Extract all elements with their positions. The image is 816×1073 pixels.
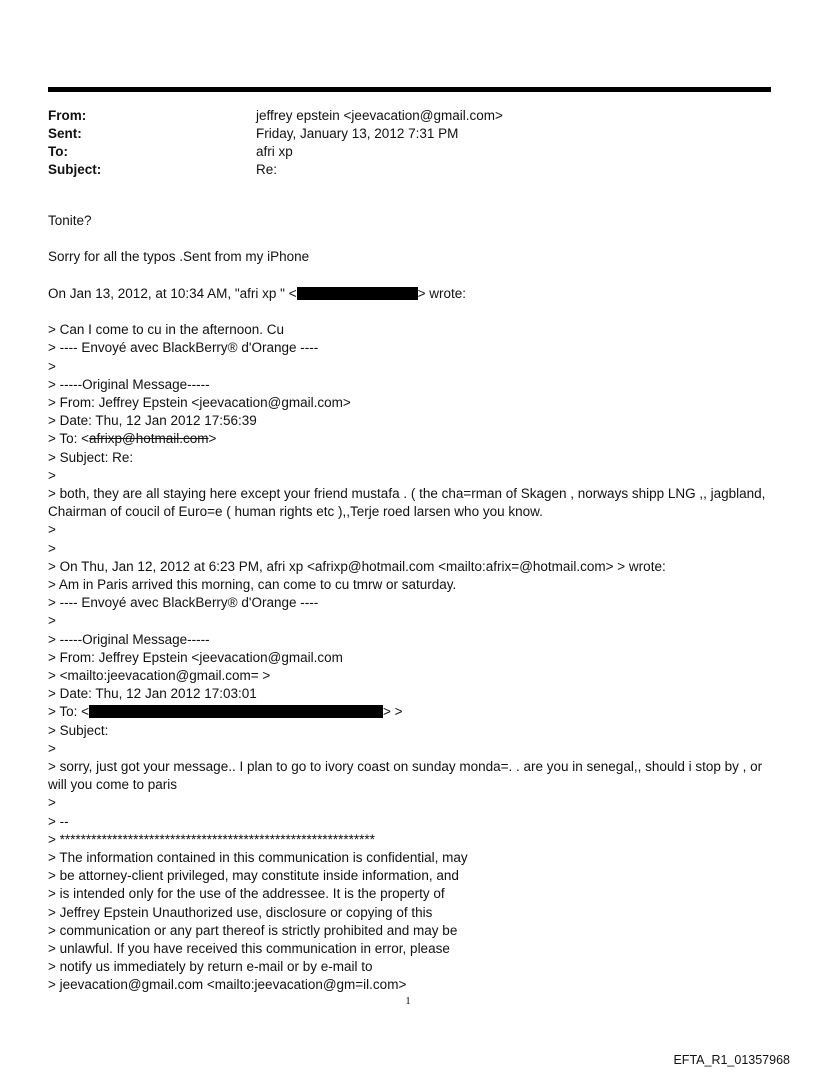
quoted-paragraph: > sorry, just got your message.. I plan to go to ivory coast on sunday monda=. . are you in senegal,, should i stop by , or will you come to paris bbox=[48, 759, 763, 793]
quoted-line: > bbox=[48, 540, 56, 556]
quoted-to-line bbox=[48, 430, 773, 448]
disclaimer-line: > is intended only for the use of the addressee. It is the property of bbox=[48, 886, 445, 902]
quoted-line: > Subject: Re: bbox=[48, 449, 134, 465]
subject-label: Subject: bbox=[48, 162, 102, 177]
sent-value: Friday, January 13, 2012 7:31 PM bbox=[256, 126, 459, 141]
email-body bbox=[48, 212, 773, 995]
quoted-line: > bbox=[48, 467, 56, 483]
quoted-line: > ---- Envoyé avec BlackBerry® d'Orange ---- bbox=[48, 340, 319, 356]
disclaimer-line: > be attorney-client privileged, may constitute inside information, and bbox=[48, 868, 459, 884]
quoted-line: > Am in Paris arrived this morning, can come to cu tmrw or saturday. bbox=[48, 577, 457, 593]
quoted-to-prefix: > To: < bbox=[48, 431, 90, 447]
disclaimer-line: > unlawful. If you have received this communication in error, please bbox=[48, 941, 450, 957]
from-label: From: bbox=[48, 108, 87, 123]
wrote-prefix: On Jan 13, 2012, at 10:34 AM, "afri xp " < bbox=[48, 285, 297, 301]
subject-value: Re: bbox=[256, 162, 278, 177]
separator-line: > ************************************************************ bbox=[48, 831, 375, 847]
quoted-line: > -----Original Message----- bbox=[48, 631, 210, 647]
body-line: Tonite? bbox=[48, 213, 92, 228]
bates-number: EFTA_R1_01357968 bbox=[673, 1053, 790, 1067]
disclaimer-line: > jeevacation@gmail.com <mailto:jeevacation@gm=il.com> bbox=[48, 977, 407, 993]
struck-email: afrixp@hotmail.com bbox=[89, 431, 209, 447]
quoted-line: > bbox=[48, 522, 56, 538]
quoted-line: > From: Jeffrey Epstein <jeevacation@gmail.com bbox=[48, 649, 343, 665]
redaction-bar bbox=[89, 705, 383, 718]
wrote-line bbox=[48, 285, 773, 303]
to-label: To: bbox=[48, 144, 68, 159]
quoted-line: > -- bbox=[48, 813, 69, 829]
quoted-line: > From: Jeffrey Epstein <jeevacation@gmail.com> bbox=[48, 394, 351, 410]
disclaimer-line: > The information contained in this communication is confidential, may bbox=[48, 850, 468, 866]
quoted-line: > Subject: bbox=[48, 722, 109, 738]
to-value: afri xp bbox=[256, 144, 293, 159]
quoted-to-suffix: > > bbox=[383, 704, 403, 720]
quoted-line: > bbox=[48, 795, 56, 811]
quoted-line: > bbox=[48, 740, 56, 756]
quoted-line: > ---- Envoyé avec BlackBerry® d'Orange ---- bbox=[48, 595, 319, 611]
quoted-line: > <mailto:jeevacation@gmail.com= > bbox=[48, 668, 271, 684]
quoted-to-line bbox=[48, 703, 773, 721]
page-number: 1 bbox=[405, 995, 411, 1007]
quoted-line: > -----Original Message----- bbox=[48, 376, 210, 392]
body-line: Sorry for all the typos .Sent from my iPhone bbox=[48, 249, 310, 265]
quoted-line: > Can I come to cu in the afternoon. Cu bbox=[48, 322, 285, 338]
redaction-bar bbox=[297, 287, 418, 300]
quoted-to-prefix: > To: < bbox=[48, 704, 90, 720]
sent-label: Sent: bbox=[48, 126, 82, 141]
quoted-line: > Date: Thu, 12 Jan 2012 17:03:01 bbox=[48, 686, 257, 702]
quoted-line: > On Thu, Jan 12, 2012 at 6:23 PM, afri xp <afrixp@hotmail.com <mailto:afrix=@hotmail.com> > wrote: bbox=[48, 558, 666, 574]
quoted-paragraph: > both, they are all staying here except your friend mustafa . ( the cha=rman of Skagen , norways shipp LNG ,, jagbland, Chairman of coucil of Euro=e ( human rights etc ),,Terje roed larsen who you know. bbox=[48, 486, 766, 520]
header-rule bbox=[48, 87, 771, 92]
disclaimer-line: > Jeffrey Epstein Unauthorized use, disclosure or copying of this bbox=[48, 904, 433, 920]
from-value: jeffrey epstein <jeevacation@gmail.com> bbox=[256, 108, 503, 123]
quoted-line: > Date: Thu, 12 Jan 2012 17:56:39 bbox=[48, 413, 257, 429]
wrote-suffix: > wrote: bbox=[417, 285, 467, 301]
quoted-line: > bbox=[48, 613, 56, 629]
disclaimer-line: > communication or any part thereof is strictly prohibited and may be bbox=[48, 922, 458, 938]
quoted-line: > bbox=[48, 358, 56, 374]
quoted-to-suffix: > bbox=[208, 431, 217, 447]
disclaimer-line: > notify us immediately by return e-mail or by e-mail to bbox=[48, 959, 373, 975]
